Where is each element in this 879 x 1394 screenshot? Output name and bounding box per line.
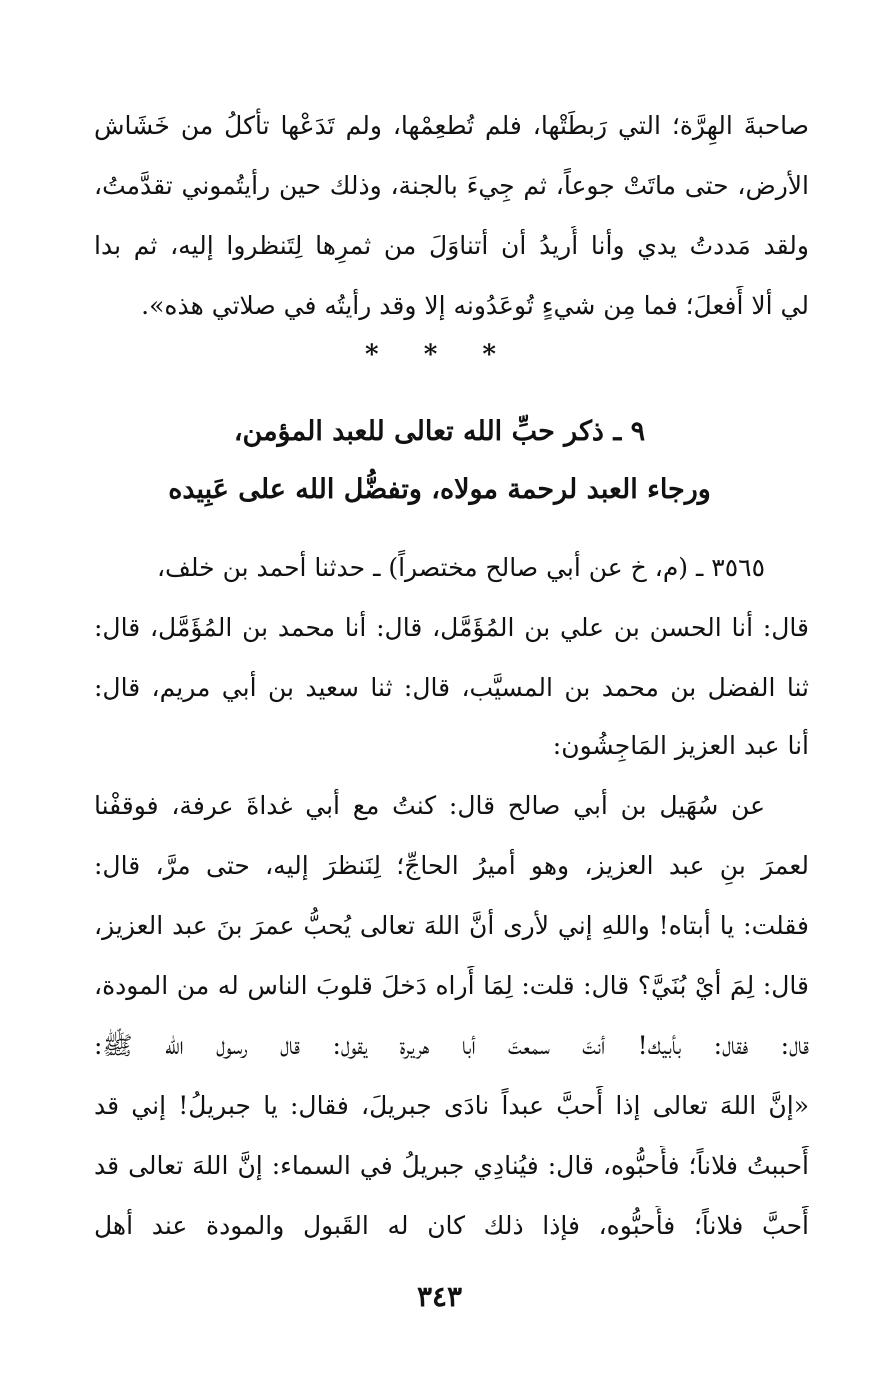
section-heading-line-2: ورجاء العبد لرحمة مولاه، وتفضُّل الله على عَبِيده: [168, 474, 711, 505]
section-separator: * * *: [365, 340, 514, 370]
page-number: ٣٤٣: [416, 1280, 463, 1313]
text-line: أَحببتُ فلاناً؛ فأَحبُّوه، قال: فيُنادِي جبريلُ في السماء: إنَّ اللهَ تعالى قد: [94, 1151, 809, 1180]
text-line: ثنا الفضل بن محمد بن المسيَّب، قال: ثنا سعيد بن أبي مريم، قال:: [94, 673, 809, 702]
text-line: ولقد مَددتُ يدي وأنا أُريدُ أن أتناوَلَ من ثمرِها لِتَنظروا إليه، ثم بدا: [94, 231, 809, 260]
hadith-number-line: ٣٥٦٥ ـ (م، خ عن أبي صالح مختصراً) ـ حدثنا أحمد بن خلف،: [156, 553, 765, 582]
text-line: قال: فقال: بأبيك! أنتَ سمعتَ أبا هريرة يقول: قال رسول الله ﷺ:: [94, 1031, 809, 1060]
text-line: «إنَّ اللهَ تعالى إذا أَحبَّ عبداً نادَى جبريلَ، فقال: يا جبريلُ! إني قد: [94, 1091, 809, 1120]
section-heading-line-1: ٩ ـ ذكر حبِّ الله تعالى للعبد المؤمن،: [233, 416, 646, 447]
text-line: لي ألا أَفعلَ؛ فما مِن شيءٍ تُوعَدُونه إلا وقد رأيتُه في صلاتي هذه».: [141, 291, 809, 320]
text-line: قال: لِمَ أيْ بُنَيَّ؟ قال: قلت: لِمَا أَراه دَخلَ قلوبَ الناس له من المودة،: [94, 971, 809, 1000]
text-line: أَحبَّ فلاناً؛ فأَحبُّوه، فإذا ذلك كان له القَبول والمودة عند أهل: [94, 1211, 809, 1240]
text-line: عن سُهَيل بن أبي صالح قال: كنتُ مع أبي غداةَ عرفة، فوقفْنا: [94, 791, 765, 820]
text-line: قال: أنا الحسن بن علي بن المُؤَمَّل، قال: أنا محمد بن المُؤَمَّل، قال:: [94, 613, 809, 642]
text-line: الأرض، حتى ماتَتْ جوعاً، ثم جِيءَ بالجنة، وذلك حين رأيتُموني تقدَّمتُ،: [94, 171, 809, 200]
text-line: صاحبةَ الهِرَّة؛ التي رَبطَتْها، فلم تُطعِمْها، ولم تَدَعْها تأكلُ من خَشَاش: [94, 111, 809, 140]
text-line: لعمرَ بنِ عبد العزيز، وهو أميرُ الحاجِّ؛ لِنَنظرَ إليه، حتى مرَّ، قال:: [94, 851, 809, 880]
text-line: فقلت: يا أبتاه! واللهِ إني لأرى أنَّ اللهَ تعالى يُحبُّ عمرَ بنَ عبد العزيز،: [94, 911, 809, 940]
text-line: أنا عبد العزيز المَاجِشُون:: [552, 731, 809, 760]
